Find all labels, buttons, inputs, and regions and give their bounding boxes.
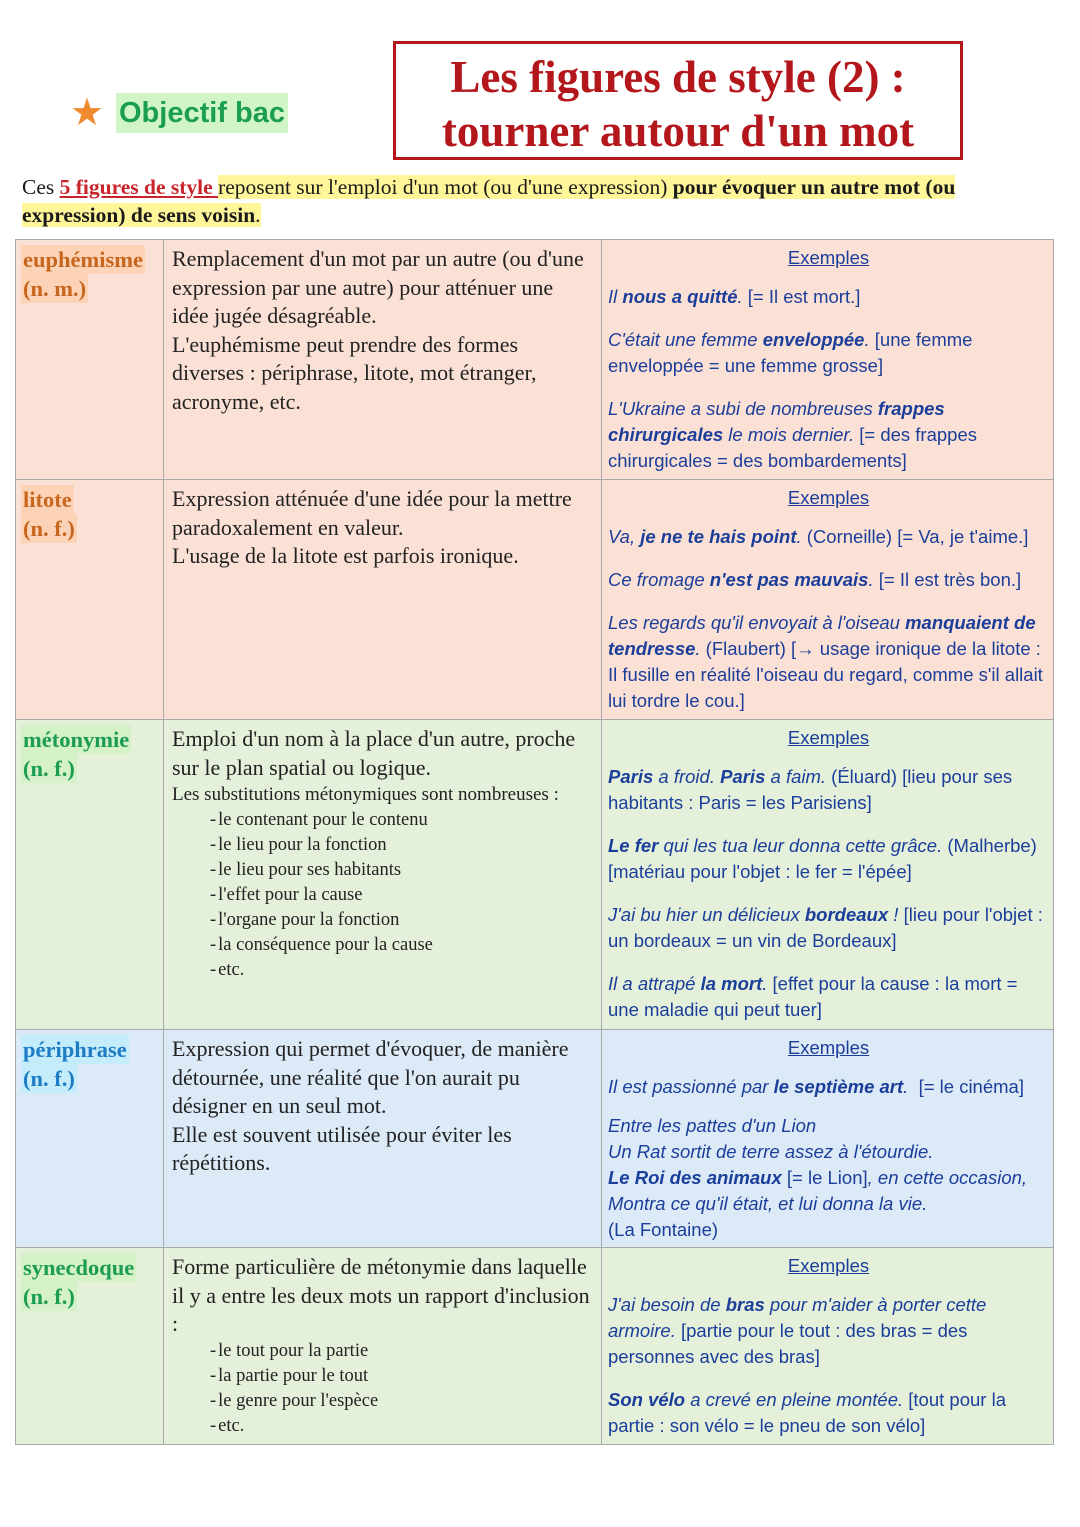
definition-text: Emploi d'un nom à la place d'un autre, proche sur le plan spatial ou logique. [172, 726, 576, 780]
term-name: métonymie [23, 727, 130, 752]
example: Paris a froid. Paris a faim. (Éluard) [lieu pour ses habitants : Paris = les Parisiens] [608, 766, 1013, 813]
term-cell [16, 240, 164, 480]
example: Ce fromage n'est pas mauvais. [= Il est très bon.] [608, 569, 1022, 590]
table-row-metonymie [16, 720, 1054, 1030]
term-gender: (n. m.) [23, 276, 87, 301]
examples-heading: Exemples [787, 247, 870, 268]
definition-text: Elle est souvent utilisée pour éviter les répétitions. [172, 1121, 512, 1175]
list-item: - la partie pour le tout [210, 1364, 593, 1389]
title-line-2: tourner autour d'un mot [441, 106, 915, 156]
example: J'ai besoin de bras pour m'aider à porter cette armoire. [partie pour le tout : des bras = des personnes avec des bras] [608, 1294, 987, 1367]
intro-bold: pour évoquer un autre mot (ou expression) de sens voisin [22, 175, 956, 227]
intro-middle: reposent sur l'emploi d'un mot (ou d'une expression) [218, 175, 673, 199]
table-row-euphemisme [16, 240, 1054, 480]
term-cell [16, 1030, 164, 1248]
term-name: périphrase [23, 1037, 127, 1062]
star-icon: ★ [70, 90, 105, 134]
intro-end: . [255, 203, 261, 227]
list-item: - le lieu pour ses habitants [210, 858, 593, 883]
list-item: - le tout pour la partie [210, 1339, 593, 1364]
examples-heading: Exemples [787, 487, 870, 508]
term-gender: (n. f.) [23, 756, 75, 781]
examples-cell [602, 1030, 1054, 1248]
examples-heading: Exemples [787, 727, 870, 748]
table-row-periphrase [16, 1030, 1054, 1248]
definition-cell [164, 720, 602, 1030]
list-item: - l'effet pour la cause [210, 883, 593, 908]
examples-heading: Exemples [787, 1037, 870, 1058]
term-gender: (n. f.) [23, 516, 75, 541]
example: C'était une femme enveloppée. [une femme enveloppée = une femme grosse] [608, 329, 973, 376]
list-item: - le lieu pour la fonction [210, 833, 593, 858]
examples-cell [602, 480, 1054, 720]
figures-table [15, 239, 1054, 1445]
list-item: - le genre pour l'espèce [210, 1389, 593, 1414]
example: Il a attrapé la mort. [effet pour la cause : la mort = une maladie qui peut tuer] [608, 973, 1018, 1020]
definition-text: Remplacement d'un mot par un autre (ou d'une expression par une autre) pour atténuer une idée jugée désagréable. [172, 246, 584, 328]
definition-cell [164, 1030, 602, 1248]
substitution-list [172, 808, 593, 983]
example: Va, je ne te hais point. (Corneille) [= Va, je t'aime.] [608, 526, 1029, 547]
definition-cell [164, 1248, 602, 1445]
title-line-1: Les figures de style (2) : [450, 52, 906, 102]
example-poem: Entre les pattes d'un Lion Un Rat sortit de terre assez à l'étourdie. Le Roi des animaux [= le Lion], en cette occasion, Montra ce qu'il était, et lui donna la vie. (La Fontaine) [608, 1115, 1028, 1240]
examples-cell [602, 240, 1054, 480]
objectif-bac-label: Objectif bac [116, 93, 288, 133]
definition-text: L'euphémisme peut prendre des formes diverses : périphrase, litote, mot étranger, acronyme, etc. [172, 331, 537, 414]
example: Il est passionné par le septième art. [= le cinéma] [608, 1076, 1024, 1097]
page-title [393, 41, 963, 160]
definition-text: Les substitutions métonymiques sont nombreuses : [172, 784, 559, 805]
example: Il nous a quitté. [= Il est mort.] [608, 286, 861, 307]
term-gender: (n. f.) [23, 1066, 75, 1091]
term-cell [16, 480, 164, 720]
list-item: - le contenant pour le contenu [210, 808, 593, 833]
inclusion-list [172, 1339, 593, 1439]
term-name: synecdoque [23, 1255, 135, 1280]
term-name: litote [23, 487, 72, 512]
term-gender: (n. f.) [23, 1284, 75, 1309]
list-item: - la conséquence pour la cause [210, 933, 593, 958]
definition-text: Expression qui permet d'évoquer, de manière détournée, une réalité que l'on aurait pu désigner en un seul mot. [172, 1036, 569, 1118]
term-name: euphémisme [23, 247, 143, 272]
example: Son vélo a crevé en pleine montée. [tout pour la partie : son vélo = le pneu de son vélo] [608, 1389, 1006, 1436]
table-row-litote [16, 480, 1054, 720]
example: L'Ukraine a subi de nombreuses frappes chirurgicales le mois dernier. [= des frappes chirurgicales = des bombardements] [608, 398, 977, 471]
intro-start: Ces [22, 175, 60, 199]
example: J'ai bu hier un délicieux bordeaux ! [lieu pour l'objet : un bordeaux = un vin de Bordeaux] [608, 904, 1043, 951]
definition-text: Forme particulière de métonymie dans laquelle il y a entre les deux mots un rapport d'inclusion : [172, 1254, 590, 1336]
example: Les regards qu'il envoyait à l'oiseau manquaient de tendresse. (Flaubert) [→ usage ironique de la litote : Il fusille en réalité l'oiseau du regard, comme s'il allait lui tordre le cou.] [608, 612, 1043, 711]
definition-text: Expression atténuée d'une idée pour la mettre paradoxalement en valeur. [172, 486, 572, 540]
examples-heading: Exemples [787, 1255, 870, 1276]
examples-cell [602, 1248, 1054, 1445]
list-item: - etc. [210, 958, 593, 983]
definition-cell [164, 480, 602, 720]
list-item: - etc. [210, 1414, 593, 1439]
term-cell [16, 1248, 164, 1445]
example: Le fer qui les tua leur donna cette grâce. (Malherbe) [matériau pour l'objet : le fer = l'épée] [608, 835, 1037, 882]
definition-text: L'usage de la litote est parfois ironique. [172, 543, 519, 568]
term-cell [16, 720, 164, 1030]
intro-paragraph [22, 173, 1062, 229]
list-item: - l'organe pour la fonction [210, 908, 593, 933]
table-row-synecdoque [16, 1248, 1054, 1445]
intro-link[interactable]: 5 figures de style [59, 175, 219, 199]
definition-cell [164, 240, 602, 480]
examples-cell [602, 720, 1054, 1030]
